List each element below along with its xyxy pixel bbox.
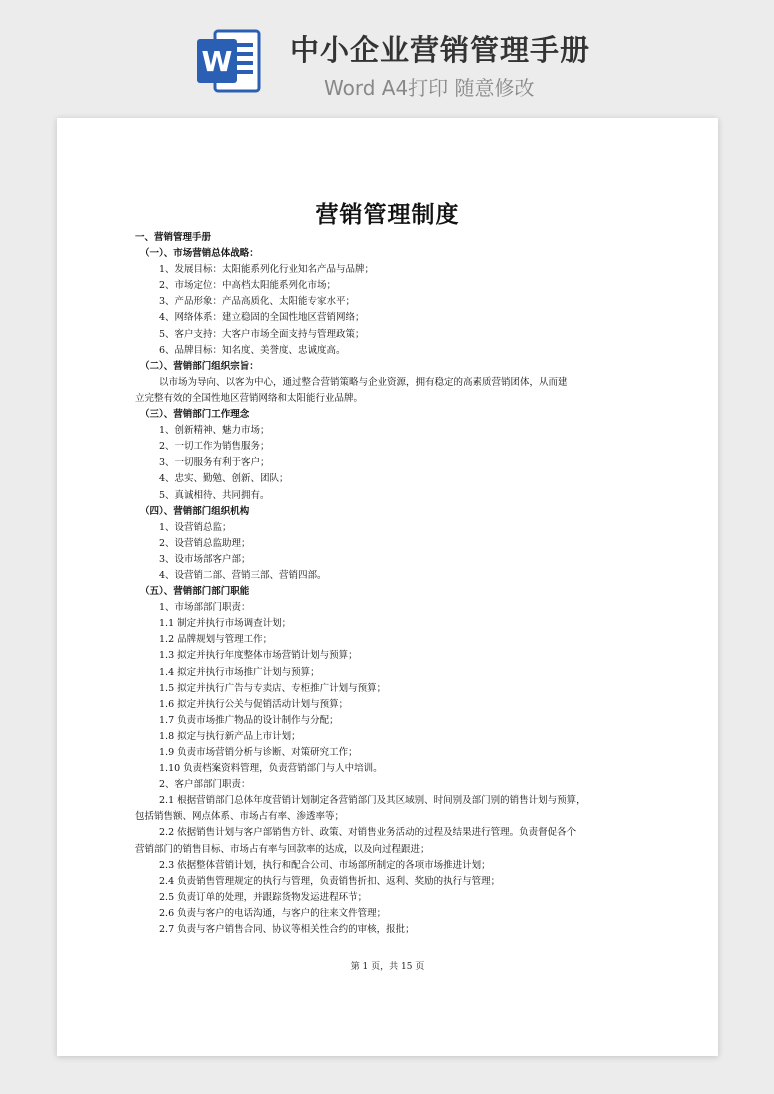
document-body [135,230,643,938]
paragraph-line: 2、客户部部门职责： [159,779,251,791]
section-heading: 一、营销管理手册 [135,232,212,243]
paragraph-line: 2、市场定位：中高档太阳能系列化市场； [159,280,337,292]
paragraph-line: 4、设营销二部、营销三部、营销四部。 [159,569,327,581]
paragraph-line: 3、设市场部客户部； [159,553,251,565]
paragraph-line: 以市场为导向、以客为中心，通过整合营销策略与企业资源，拥有稳定的高素质营销团体，从而建 [159,376,568,388]
paragraph-line: 1.6 拟定并执行公关与促销活动计划与预算； [159,698,349,710]
paragraph-line: 营销部门的销售目标、市场占有率与回款率的达成，以及向过程跟进； [135,843,430,855]
paragraph-line: 3、一切服务有利于客户； [159,457,270,469]
section-heading: （三）、营销部门工作理念 [140,409,250,421]
section-heading: （二）、营销部门组织宗旨： [140,360,259,372]
banner-title: 中小企业营销管理手册 [290,33,591,67]
paragraph-line: 2.6 负责与客户的电话沟通，与客户的往来文件管理； [159,907,387,919]
paragraph-line: 1.2 品牌规划与管理工作； [159,634,273,646]
watermark [90,420,104,440]
paragraph-line: 2.4 负责销售管理规定的执行与管理，负责销售折扣、返利、奖励的执行与管理； [159,875,501,887]
paragraph-line: 1.3 拟定并执行年度整体市场营销计划与预算； [159,650,358,662]
paragraph-line: 1.9 负责市场营销分析与诊断、对策研究工作； [159,747,358,758]
document-page [57,118,718,1056]
paragraph-line: 2.1 根据营销部门总体年度营销计划制定各营销部门及其区域别、时间别及部门别的销售计划与预算， [159,795,586,807]
paragraph-line: 1.8 拟定与执行新产品上市计划； [159,730,301,742]
section-heading: （一）、市场营销总体战略： [140,248,259,260]
page-footer: 第 1 页，共 15 页 [350,962,425,972]
paragraph-line: 1.1 制定并执行市场调查计划； [159,618,292,630]
banner [0,0,774,112]
paragraph-line: 1.10 负责档案资料管理，负责营销部门与人中培训。 [159,763,383,775]
paragraph-line: 1、发展目标：太阳能系列化行业知名产品与品牌； [159,264,375,276]
paragraph-line: 1.7 负责市场推广物品的设计制作与分配； [159,714,339,726]
banner-subtitle: Word A4打印 随意修改 [324,76,535,100]
word-icon-letter: W [201,45,233,78]
paragraph-line: 立完整有效的全国性地区营销网络和太阳能行业品牌。 [135,392,364,404]
paragraph-line: 2、设营销总监助理； [159,537,251,549]
paragraph-line: 1、市场部部门职责： [159,602,251,614]
paragraph-line: 包括销售额、网点体系、市场占有率、渗透率等； [135,811,345,823]
paragraph-line: 5、客户支持：大客户市场全面支持与管理政策； [159,328,365,340]
paragraph-line: 2、一切工作为销售服务； [159,441,270,453]
section-heading: （四）、营销部门组织机构 [140,505,250,517]
paragraph-line: 1、设营销总监； [159,521,232,533]
paragraph-line: 4、网络体系：建立稳固的全国性地区营销网络； [159,312,365,324]
paragraph-line: 3、产品形象：产品高质化、太阳能专家水平； [159,296,356,308]
paragraph-line: 2.3 依据整体营销计划，执行和配合公司、市场部所制定的各项市场推进计划； [159,859,491,871]
section-heading: （五）、营销部门部门职能 [140,586,250,598]
word-document-icon [193,25,265,97]
paragraph-line: 1.5 拟定并执行广告与专卖店、专柜推广计划与预算； [159,682,387,694]
paragraph-line: 6、品牌目标：知名度、美誉度、忠诚度高。 [159,344,346,356]
paragraph-line: 1、创新精神、魅力市场； [159,425,270,437]
paragraph-line: 2.7 负责与客户销售合同、协议等相关性合约的审核，报批； [159,924,415,936]
paragraph-line: 2.5 负责订单的处理，并跟踪货物发运进程环节； [159,891,368,903]
paragraph-line: 4、忠实、勤勉、创新、团队； [159,473,289,485]
paragraph-line: 5、真诚相待、共同拥有。 [159,489,270,501]
document-title: 营销管理制度 [315,202,460,228]
paragraph-line: 2.2 依据销售计划与客户部销售方针、政策、对销售业务活动的过程及结果进行管理。负责督促各个 [159,827,577,839]
paragraph-line: 1.4 拟定并执行市场推广计划与预算； [159,666,320,678]
